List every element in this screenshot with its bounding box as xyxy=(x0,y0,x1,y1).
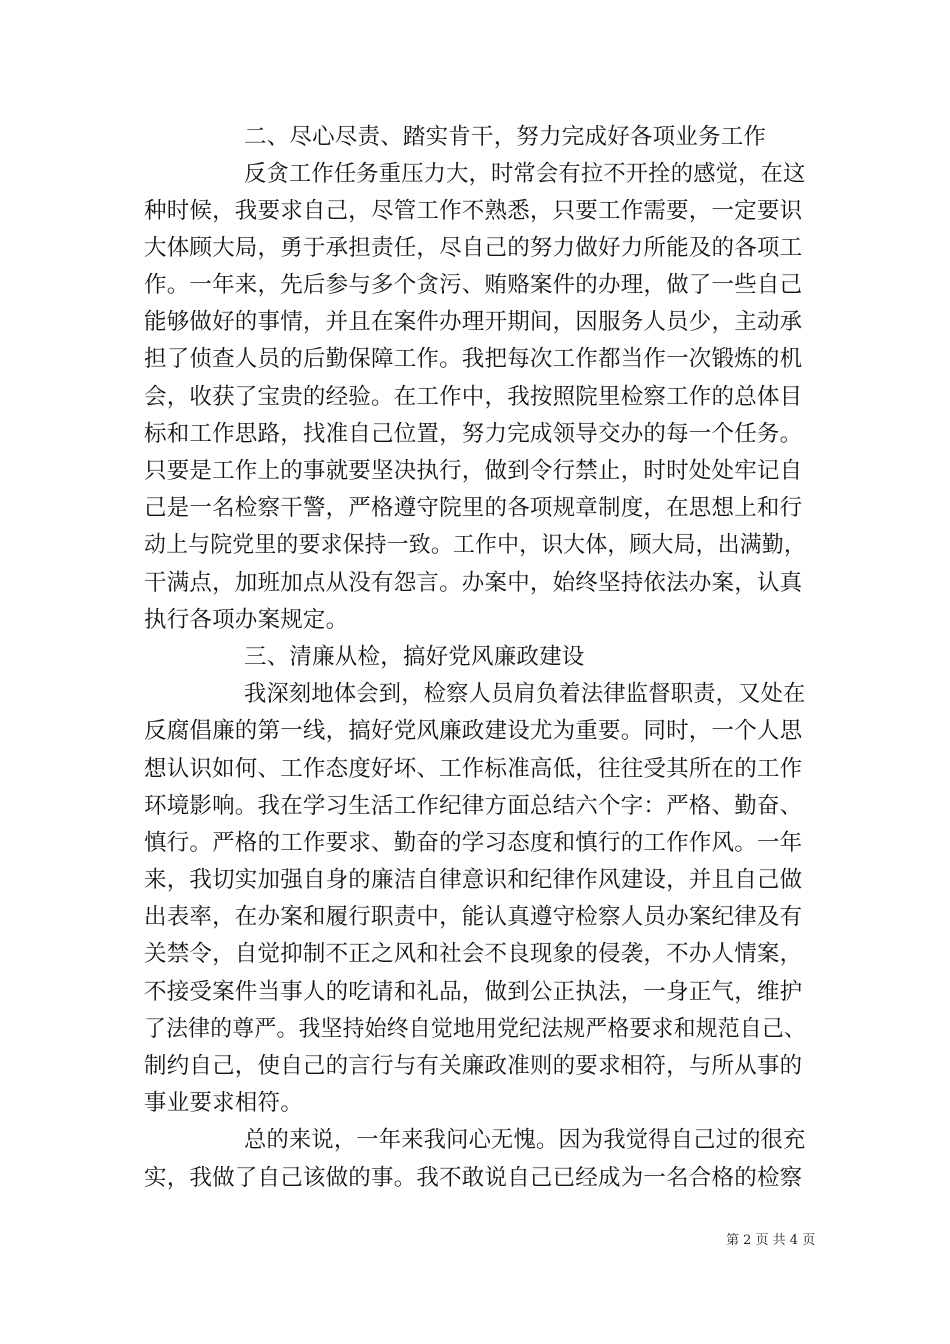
paragraph-line: 反贪工作任务重压力大，时常会有拉不开拴的感觉，在这 xyxy=(244,161,806,187)
paragraph-line: 己是一名检察干警，严格遵守院里的各项规章制度，在思想上和行 xyxy=(144,495,803,521)
paragraph-line: 只要是工作上的事就要坚决执行，做到令行禁止，时时处处牢记自 xyxy=(144,458,803,484)
paragraph-line: 不接受案件当事人的吃请和礼品，做到公正执法，一身正气，维护 xyxy=(144,979,803,1005)
paragraph-line: 动上与院党里的要求保持一致。工作中，识大体，顾大局，出满勤， xyxy=(144,532,807,558)
paragraph-line: 制约自己，使自己的言行与有关廉政准则的要求相符，与所从事的 xyxy=(144,1053,803,1079)
paragraph-line: 担了侦查人员的后勤保障工作。我把每次工作都当作一次锻炼的机 xyxy=(144,346,803,372)
paragraph-line: 来，我切实加强自身的廉洁自律意识和纪律作风建设，并且自己做 xyxy=(144,867,803,893)
paragraph-line: 了法律的尊严。我坚持始终自觉地用党纪法规严格要求和规范自己、 xyxy=(144,1016,807,1042)
paragraph-line: 出表率，在办案和履行职责中，能认真遵守检察人员办案纪律及有 xyxy=(144,904,803,930)
paragraph-line: 环境影响。我在学习生活工作纪律方面总结六个字：严格、勤奋、 xyxy=(144,793,803,819)
paragraph-line: 慎行。严格的工作要求、勤奋的学习态度和慎行的工作作风。一年 xyxy=(144,830,803,856)
page-number-footer: 第 2 页 共 4 页 xyxy=(726,1233,816,1248)
paragraph-line: 能够做好的事情，并且在案件办理开期间，因服务人员少，主动承 xyxy=(144,309,803,335)
paragraph-line: 实，我做了自己该做的事。我不敢说自己已经成为一名合格的检察 xyxy=(144,1165,803,1191)
paragraph-line: 总的来说，一年来我问心无愧。因为我觉得自己过的很充 xyxy=(244,1127,806,1153)
paragraph-line: 想认识如何、工作态度好坏、工作标准高低，往往受其所在的工作 xyxy=(144,756,803,782)
paragraph-line: 作。一年来，先后参与多个贪污、贿赂案件的办理，做了一些自己 xyxy=(144,272,803,298)
section-heading-3: 三、清廉从检，搞好党风廉政建设 xyxy=(244,644,585,670)
paragraph-line: 种时候，我要求自己，尽管工作不熟悉，只要工作需要，一定要识 xyxy=(144,198,803,224)
paragraph-line: 执行各项办案规定。 xyxy=(144,607,349,633)
paragraph-line: 干满点，加班加点从没有怨言。办案中，始终坚持依法办案，认真 xyxy=(144,570,803,596)
paragraph-line: 会，收获了宝贵的经验。在工作中，我按照院里检察工作的总体目 xyxy=(144,384,803,410)
paragraph-line: 关禁令，自觉抑制不正之风和社会不良现象的侵袭，不办人情案， xyxy=(144,941,803,967)
paragraph-line: 事业要求相符。 xyxy=(144,1090,303,1116)
section-heading-2: 二、尽心尽责、踏实肯干，努力完成好各项业务工作 xyxy=(244,124,767,150)
paragraph-line: 大体顾大局，勇于承担责任，尽自己的努力做好力所能及的各项工 xyxy=(144,235,803,261)
paragraph-line: 我深刻地体会到，检察人员肩负着法律监督职责，又处在 xyxy=(244,681,806,707)
paragraph-line: 标和工作思路，找准自己位置，努力完成领导交办的每一个任务。 xyxy=(144,421,803,447)
paragraph-line: 反腐倡廉的第一线，搞好党风廉政建设尤为重要。同时，一个人思 xyxy=(144,718,803,744)
